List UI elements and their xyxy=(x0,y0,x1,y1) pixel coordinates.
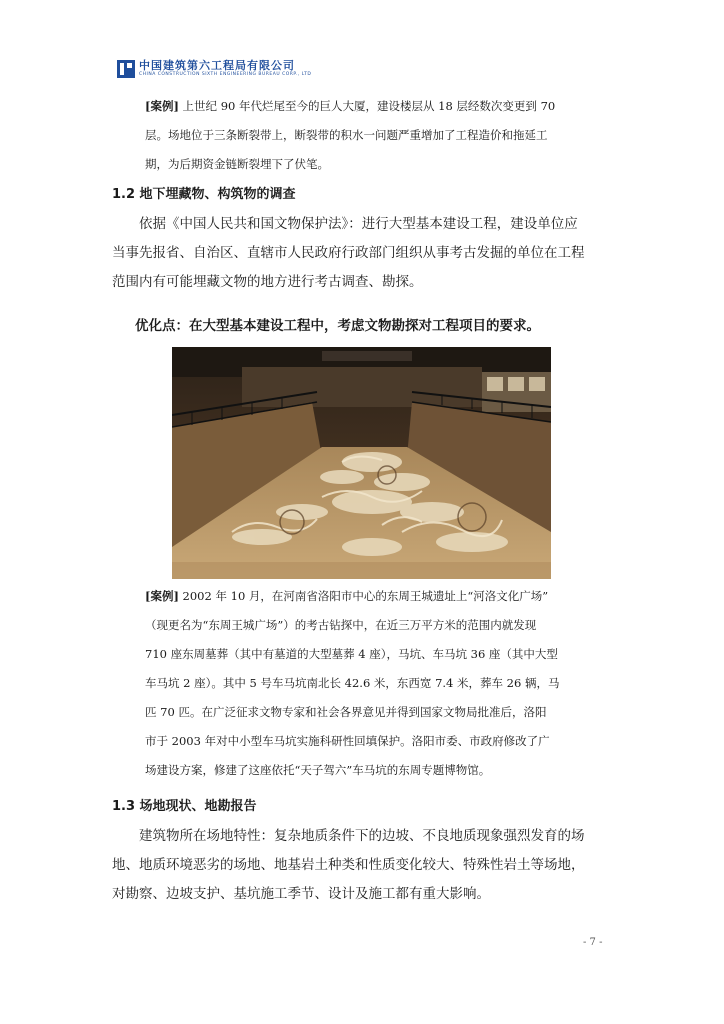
case-line: [案例] 2002 年 10 月，在河南省洛阳市中心的东周王城遗址上“河洛文化广场” xyxy=(145,589,549,603)
case-tag: [案例] xyxy=(145,99,179,113)
case-line: （现更名为“东周王城广场”）的考古钻探中，在近三万平方米的范围内就发现 xyxy=(145,618,537,632)
company-name-cn: 中国建筑第六工程局有限公司 xyxy=(139,59,295,72)
case-line: [案例] 上世纪 90 年代烂尾至今的巨人大厦，建设楼层从 18 层经数次变更到 70 xyxy=(145,99,556,113)
body-line: 范围内有可能埋藏文物的地方进行考古调查、勘探。 xyxy=(112,274,423,290)
company-name xyxy=(139,60,311,78)
cscec-logo-icon xyxy=(117,60,135,78)
section-body-1-3 xyxy=(112,822,617,909)
case-line: 车马坑 2 座）。其中 5 号车马坑南北长 42.6 米，东西宽 7.4 米，葬车 26 辆，马 xyxy=(145,676,560,690)
body-line: 地、地质环境恶劣的场地、地基岩土种类和性质变化较大、特殊性岩土等场地， xyxy=(112,857,585,873)
section-title-1-3: 1.3 场地现状、地勘报告 xyxy=(112,799,257,814)
section-title-1-2: 1.2 地下埋藏物、构筑物的调查 xyxy=(112,187,296,202)
case-line: 市于 2003 年对中小型车马坑实施科研性回填保护。洛阳市委、市政府修改了广 xyxy=(145,734,550,748)
chariot-pit-photo xyxy=(172,347,551,579)
case-line: 匹 70 匹。在广泛征求文物专家和社会各界意见并得到国家文物局批准后，洛阳 xyxy=(145,705,547,719)
company-name-en: CHINA CONSTRUCTION SIXTH ENGINEERING BUREAU CORP., LTD xyxy=(139,72,312,77)
page-number: - 7 - xyxy=(583,937,603,948)
body-line: 当事先报省、自治区、直辖市人民政府行政部门组织从事考古发掘的单位在工程 xyxy=(112,245,585,261)
section-body-1-2 xyxy=(112,210,617,297)
case-tag: [案例] xyxy=(145,589,179,603)
optimization-point: 优化点：在大型基本建设工程中，考虑文物勘探对工程项目的要求。 xyxy=(135,318,540,334)
body-line: 对勘察、边坡支护、基坑施工季节、设计及施工都有重大影响。 xyxy=(112,886,490,902)
case-giant-tower xyxy=(145,92,595,179)
case-line: 期，为后期资金链断裂埋下了伏笔。 xyxy=(145,157,329,171)
body-line: 依据《中国人民共和国文物保护法》：进行大型基本建设工程，建设单位应 xyxy=(139,216,578,232)
body-line: 建筑物所在场地特性：复杂地质条件下的边坡、不良地质现象强烈发育的场 xyxy=(139,828,585,844)
case-line: 场建设方案，修建了这座依托“天子驾六”车马坑的东周专题博物馆。 xyxy=(145,763,491,777)
case-line: 710 座东周墓葬（其中有墓道的大型墓葬 4 座），马坑、车马坑 36 座（其中大型 xyxy=(145,647,558,661)
case-line: 层。场地位于三条断裂带上，断裂带的积水一问题严重增加了工程造价和拖延工 xyxy=(145,128,548,142)
case-luoyang-chariot-pit xyxy=(145,582,595,785)
company-header xyxy=(117,58,311,80)
